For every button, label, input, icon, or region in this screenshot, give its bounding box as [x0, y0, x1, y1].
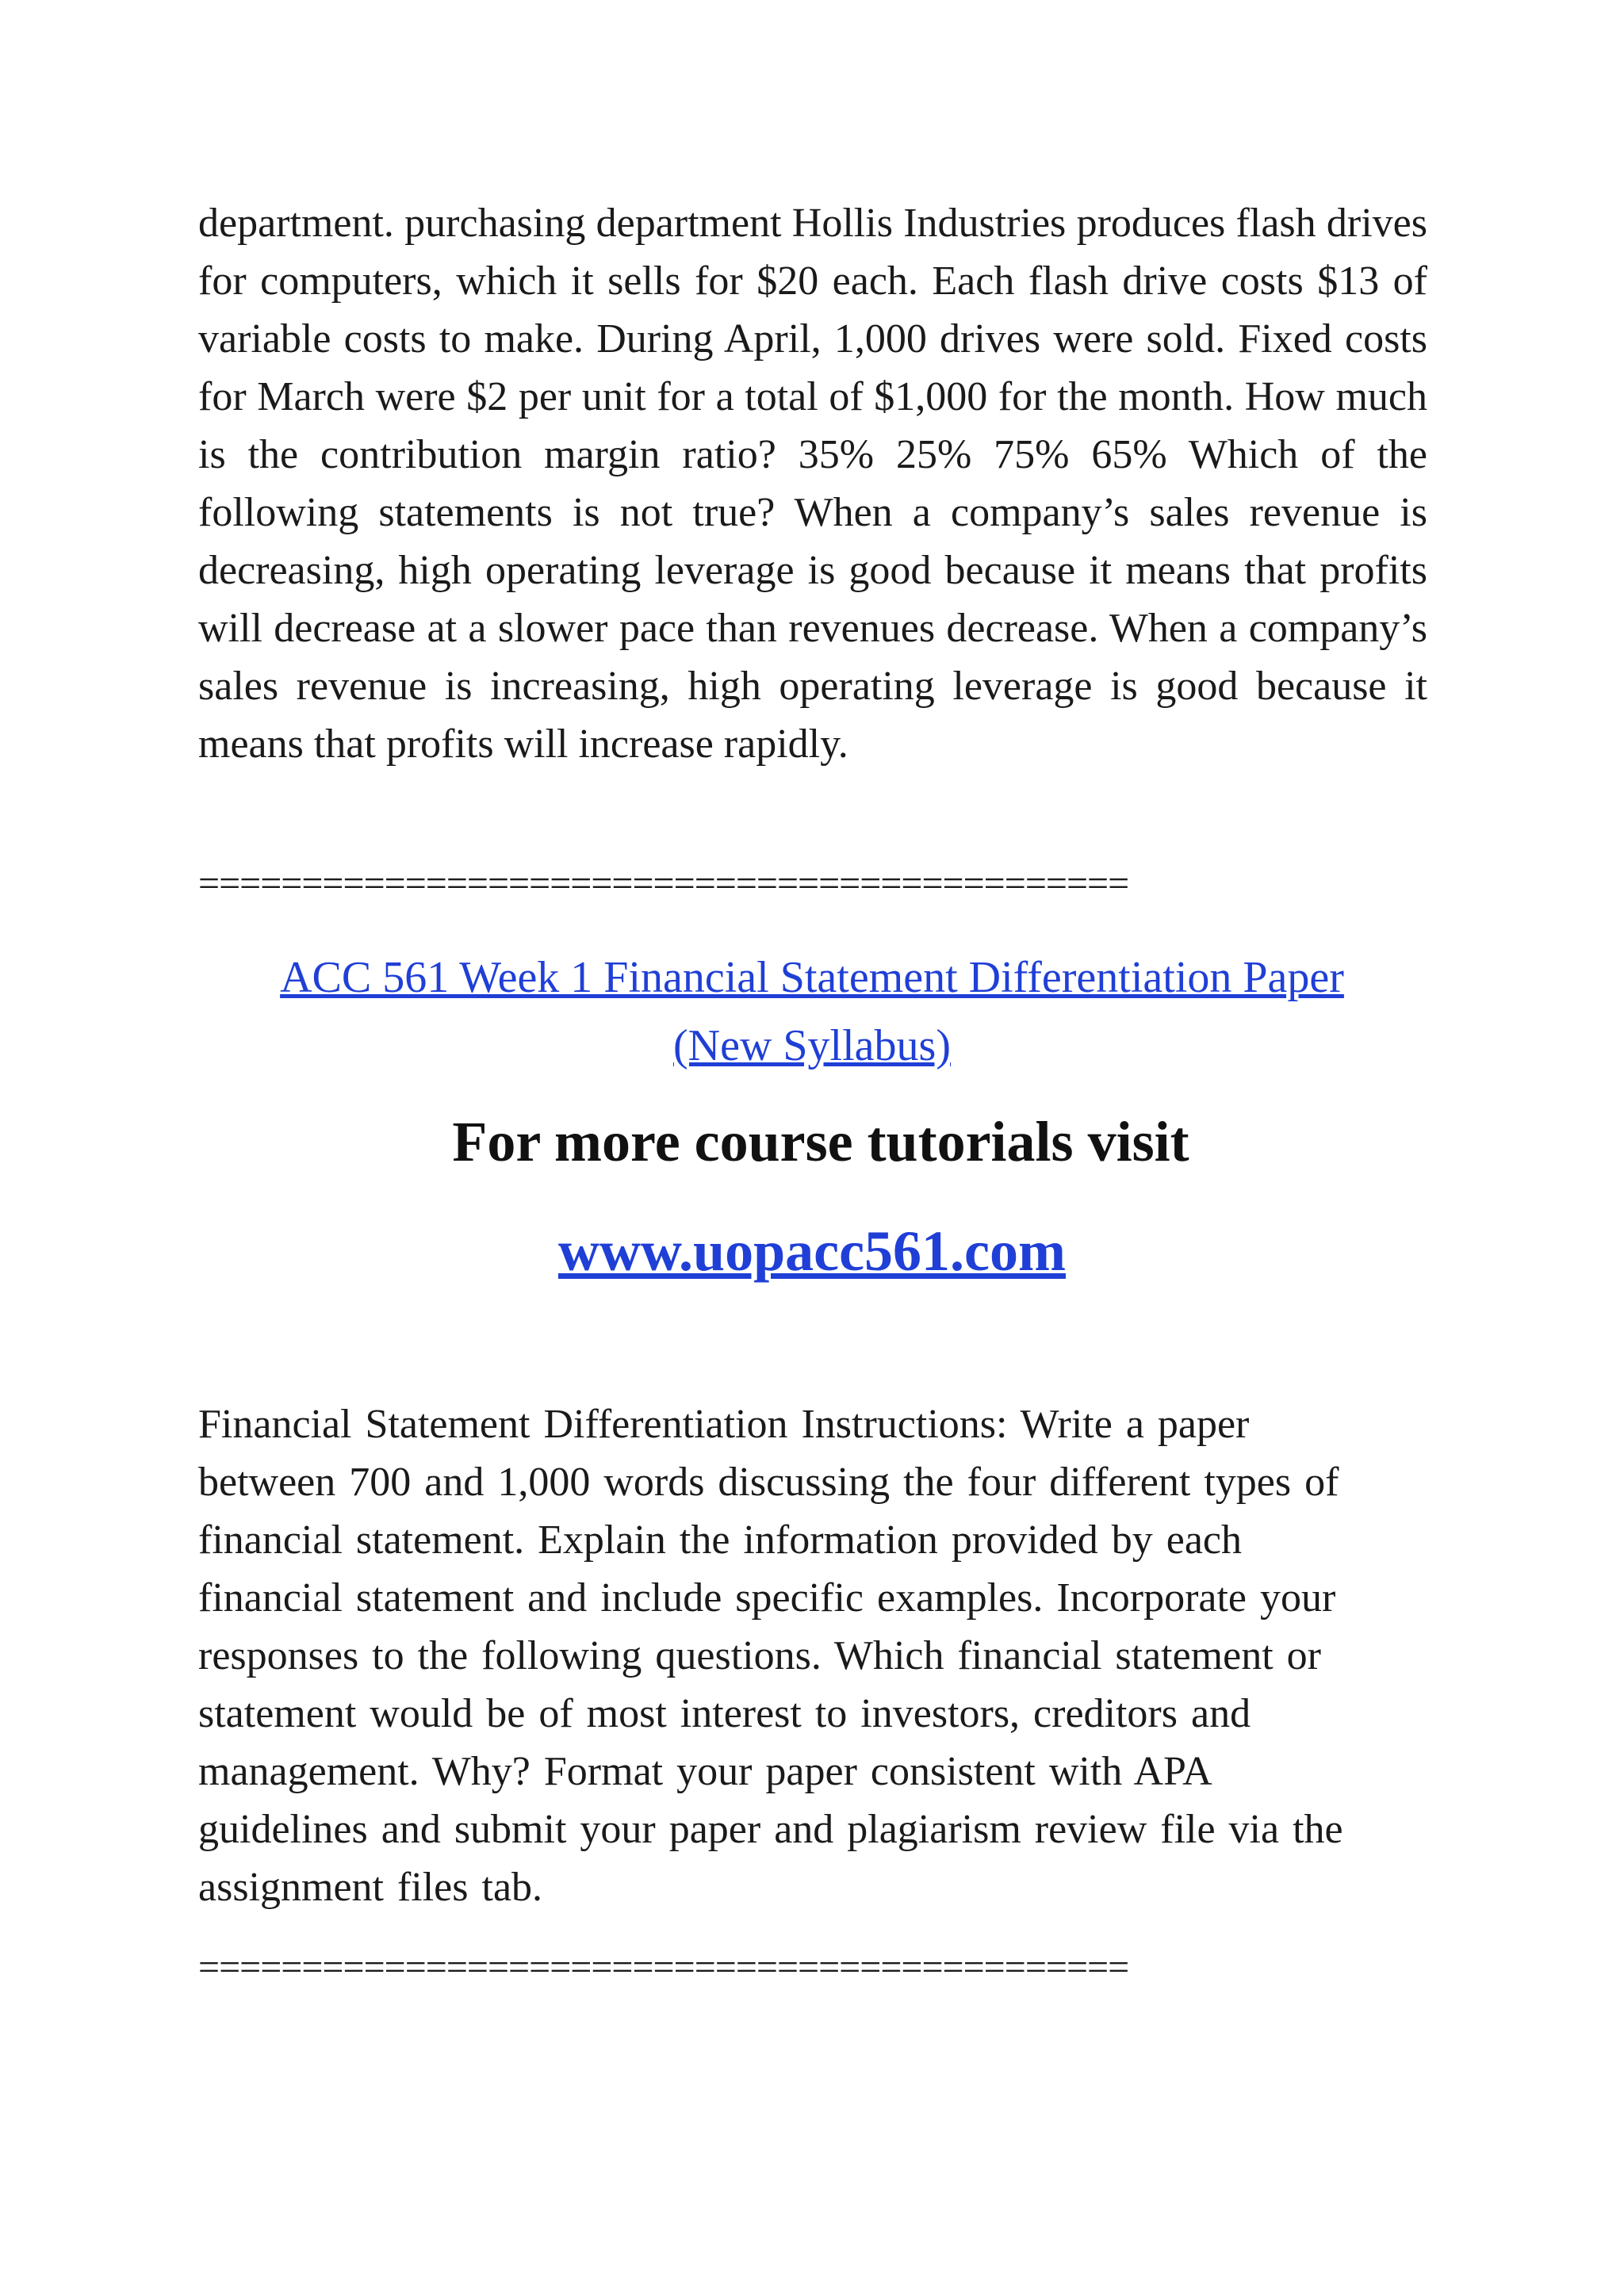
course-link-block: [159, 943, 1465, 1080]
course-link-line-2[interactable]: (New Syllabus): [673, 1021, 951, 1070]
website-link[interactable]: www.uopacc561.com: [558, 1219, 1066, 1283]
separator-line: =============================================: [198, 863, 1129, 905]
promo-heading: [159, 1104, 1465, 1180]
instructions-paragraph: Financial Statement Differentiation Instructions: Write a paper between 700 and 1,000 words discussing the four different types of financial statement. Explain the information provided by each financial statement and include specific examples. Incorporate your responses to the following questions. Which financial statement or statement would be of most interest to investors, creditors and management. Why? Format your paper consistent with APA guidelines and submit your paper and plagiarism review file via the assignment files tab.: [198, 1402, 1343, 1910]
separator-line-bottom: =============================================: [198, 1946, 1129, 1988]
question-paragraph: department. purchasing department Hollis Industries produces flash drives for computers, which it sells for $20 each. Each flash drive costs $13 of variable costs to make. During April, 1,000 drives were sold. Fixed costs for March were $2 per unit for a total of $1,000 for the month. How much is the contribution margin ratio? 35% 25% 75% 65% Which of the following statements is not true? When a company’s sales revenue is decreasing, high operating leverage is good because it means that profits will decrease at a slower pace than revenues decrease. When a company’s sales revenue is increasing, high operating leverage is good because it means that profits will increase rapidly.: [198, 201, 1427, 767]
website-block: [159, 1213, 1465, 1289]
course-link-line-1[interactable]: ACC 561 Week 1 Financial Statement Differentiation Paper: [280, 953, 1344, 1002]
promo-text: For more course tutorials visit: [452, 1110, 1189, 1173]
